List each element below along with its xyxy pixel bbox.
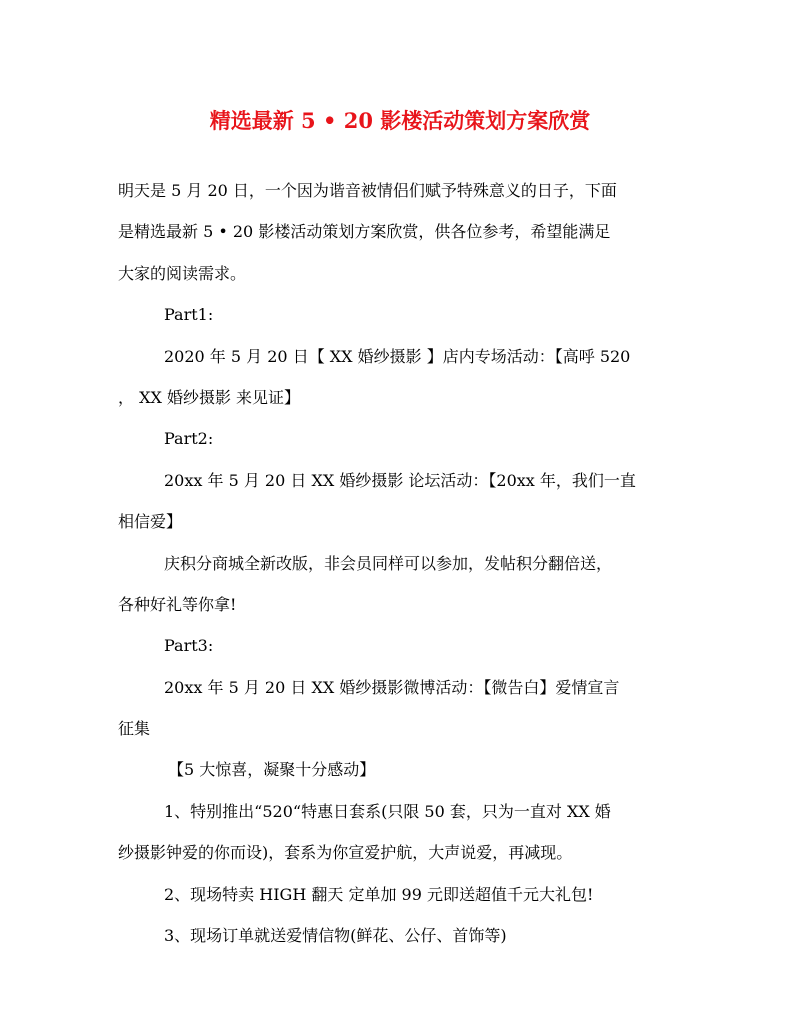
paragraph-line: 庆积分商城全新改版，非会员同样可以参加，发帖积分翻倍送， <box>164 553 613 573</box>
list-item: 2、现场特卖 HIGH 翻天 定单加 99 元即送超值千元大礼包! <box>164 884 594 904</box>
list-item: 1、特别推出“520“特惠日套系(只限 50 套，只为一直对 XX 婚 <box>164 801 611 821</box>
list-item-continuation: 纱摄影钟爱的你而设)，套系为你宣爱护航，大声说爱，再减现。 <box>118 843 573 863</box>
paragraph-line: ， XX 婚纱摄影 来见证】 <box>118 387 301 407</box>
paragraph-line: 20xx 年 5 月 20 日 XX 婚纱摄影微博活动：【微告白】爱情宣言 <box>164 677 620 697</box>
paragraph-line: 征集 <box>118 719 151 739</box>
paragraph-line: 2020 年 5 月 20 日【 XX 婚纱摄影 】店内专场活动：【高呼 520 <box>164 346 631 366</box>
paragraph-line: 【5 大惊喜，凝聚十分感动】 <box>168 760 376 780</box>
paragraph-line: 相信爱】 <box>118 512 183 532</box>
paragraph-line: 各种好礼等你拿! <box>118 594 237 614</box>
list-item: 3、现场订单就送爱情信物(鲜花、公仔、首饰等) <box>164 926 507 946</box>
document-body <box>118 170 688 956</box>
section-heading-part3: Part3: <box>164 636 214 656</box>
paragraph-line: 20xx 年 5 月 20 日 XX 婚纱摄影 论坛活动：【20xx 年，我们一直 <box>164 470 636 490</box>
paragraph-line: 明天是 5 月 20 日，一个因为谐音被情侣们赋予特殊意义的日子，下面 <box>118 181 617 200</box>
paragraph-line: 大家的阅读需求。 <box>118 263 247 283</box>
paragraph-line: 是精选最新 5 • 20 影楼活动策划方案欣赏，供各位参考，希望能满足 <box>118 222 611 242</box>
document-title: 精选最新 5 • 20 影楼活动策划方案欣赏 <box>209 108 591 133</box>
section-heading-part1: Part1: <box>164 305 214 325</box>
section-heading-part2: Part2: <box>164 429 214 449</box>
